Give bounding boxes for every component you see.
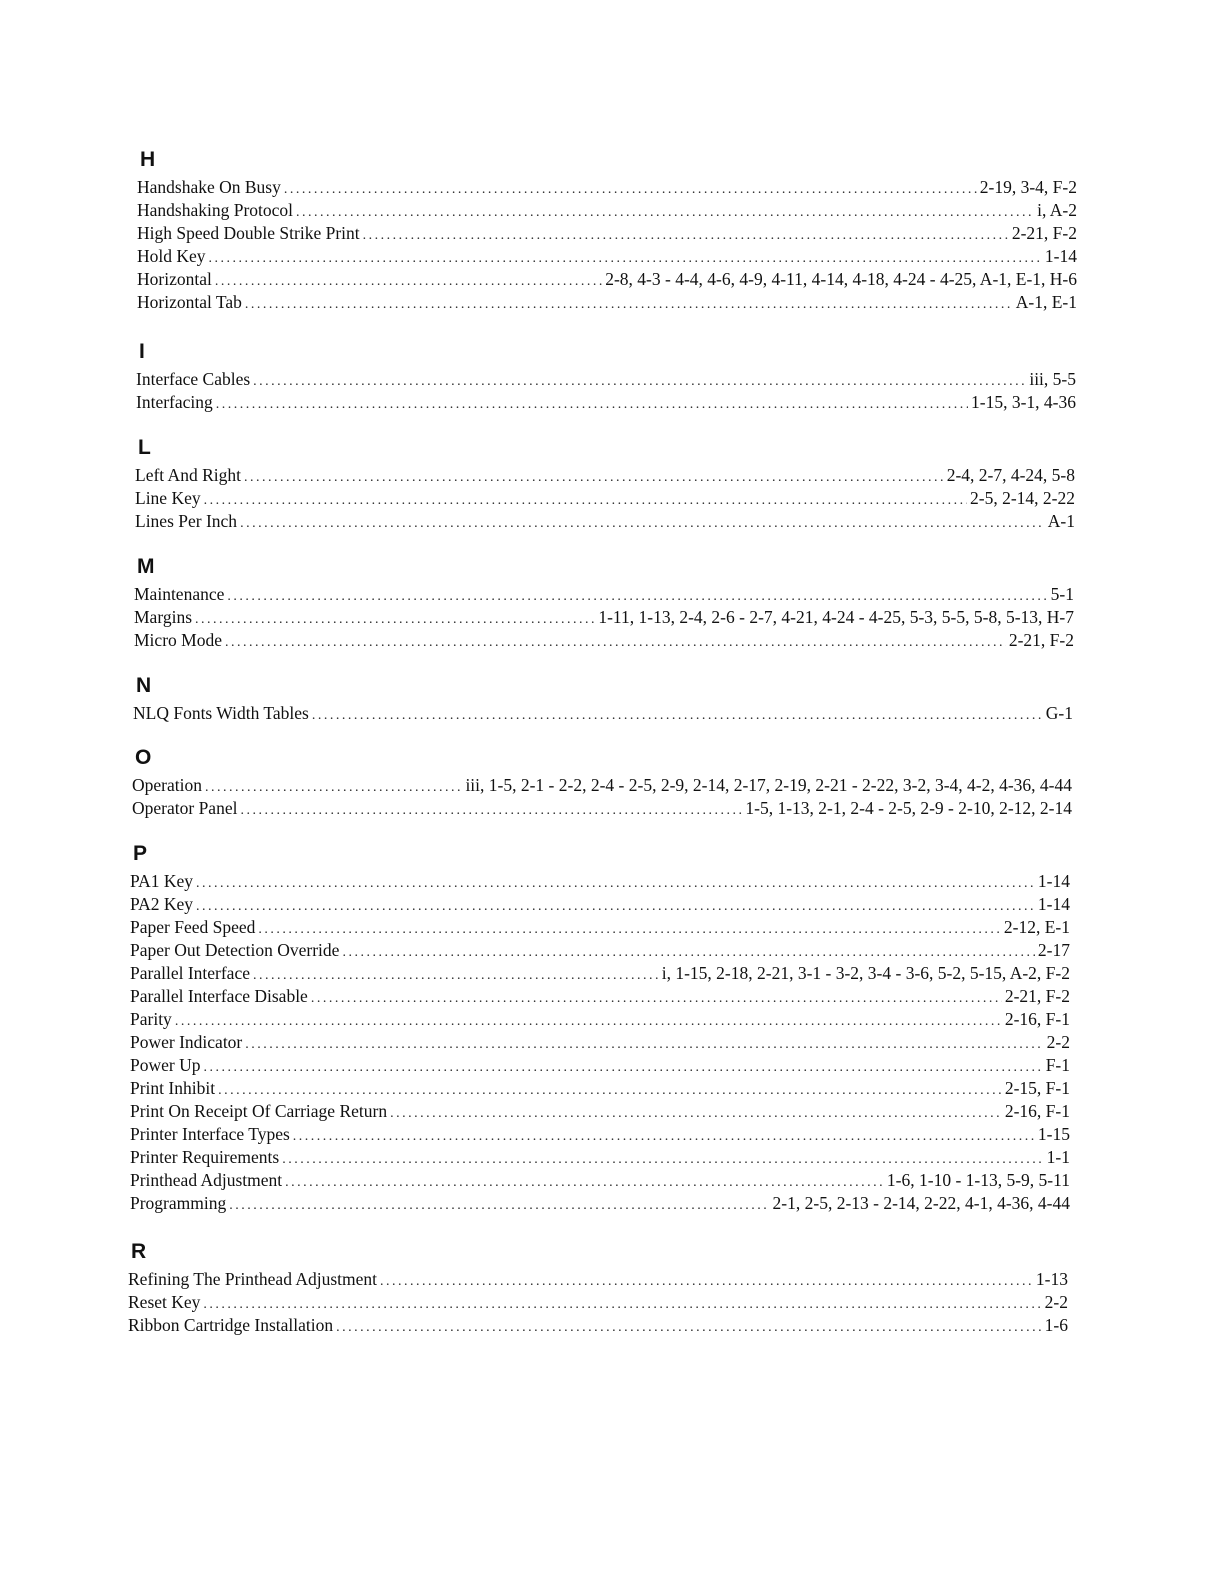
entry-pages: 1-13	[1035, 1269, 1068, 1289]
entry-term: Hold Key	[137, 246, 206, 266]
dot-leader	[284, 178, 977, 201]
index-entry	[130, 939, 1070, 962]
entry-term: Parity	[130, 1009, 172, 1029]
index-entry	[128, 1291, 1068, 1314]
dot-leader	[282, 1148, 1043, 1171]
entry-pages: 1-1	[1046, 1147, 1070, 1167]
index-entry	[130, 1146, 1070, 1169]
entry-term: PA2 Key	[130, 894, 194, 914]
entry-pages: 2-4, 2-7, 4-24, 5-8	[946, 465, 1075, 485]
index-section-i	[136, 340, 1076, 414]
entry-pages: 1-6, 1-10 - 1-13, 5-9, 5-11	[886, 1170, 1070, 1190]
index-entry	[130, 870, 1070, 893]
entry-pages: 2-16, F-1	[1004, 1101, 1070, 1121]
entry-term: Reset Key	[128, 1292, 201, 1312]
entry-term: Print Inhibit	[130, 1078, 216, 1098]
index-section-p	[130, 842, 1070, 1215]
entry-term: Parallel Interface	[130, 963, 250, 983]
entry-term: Paper Feed Speed	[130, 917, 256, 937]
index-entry	[130, 1031, 1070, 1054]
entry-term: Horizontal	[137, 269, 212, 289]
section-letter: R	[131, 1240, 147, 1263]
entry-pages: 2-16, F-1	[1004, 1009, 1070, 1029]
index-entry	[130, 962, 1070, 985]
index-entry	[136, 391, 1076, 414]
index-entry	[134, 606, 1074, 629]
dot-leader	[218, 1079, 1002, 1102]
section-letter: N	[136, 674, 152, 697]
index-entry	[137, 176, 1077, 199]
entry-term: Operator Panel	[132, 798, 238, 818]
dot-leader	[195, 608, 595, 631]
index-entry	[137, 291, 1077, 314]
entry-term: Left And Right	[135, 465, 241, 485]
dot-leader	[216, 393, 968, 416]
entry-term: Interface Cables	[136, 369, 251, 389]
entry-pages: 1-15	[1037, 1124, 1070, 1144]
index-entry	[130, 893, 1070, 916]
index-entry	[128, 1268, 1068, 1291]
dot-leader	[253, 964, 659, 987]
section-letter: I	[139, 340, 145, 363]
entry-term: Ribbon Cartridge Installation	[128, 1315, 334, 1335]
entry-pages: iii, 1-5, 2-1 - 2-2, 2-4 - 2-5, 2-9, 2-14, 2-17, 2-19, 2-21 - 2-22, 3-2, 3-4, 4-2, 4-36, 4-44	[465, 775, 1072, 795]
index-entry	[130, 916, 1070, 939]
dot-leader	[253, 370, 1026, 393]
dot-leader	[363, 224, 1009, 247]
entry-term: Lines Per Inch	[135, 511, 238, 531]
entry-pages: 2-8, 4-3 - 4-4, 4-6, 4-9, 4-11, 4-14, 4-18, 4-24 - 4-25, A-1, E-1, H-6	[605, 269, 1077, 289]
entry-term: Parallel Interface Disable	[130, 986, 308, 1006]
entry-pages: 2-15, F-1	[1004, 1078, 1070, 1098]
entry-pages: 5-1	[1050, 584, 1074, 604]
entry-pages: F-1	[1045, 1055, 1070, 1075]
entry-pages: i, A-2	[1037, 200, 1077, 220]
entry-term: Power Indicator	[130, 1032, 243, 1052]
entry-term: Line Key	[135, 488, 201, 508]
entry-term: Operation	[132, 775, 202, 795]
entry-pages: 1-11, 1-13, 2-4, 2-6 - 2-7, 4-21, 4-24 - 4-25, 5-3, 5-5, 5-8, 5-13, H-7	[598, 607, 1074, 627]
index-entry	[137, 268, 1077, 291]
entry-pages: 2-1, 2-5, 2-13 - 2-14, 2-22, 4-1, 4-36, 4-44	[772, 1193, 1070, 1213]
dot-leader	[245, 293, 1013, 316]
index-entry	[130, 985, 1070, 1008]
entry-pages: G-1	[1045, 703, 1073, 723]
entry-pages: 1-14	[1044, 246, 1077, 266]
dot-leader	[342, 941, 1034, 964]
dot-leader	[258, 918, 1001, 941]
entry-pages: 2-19, 3-4, F-2	[979, 177, 1077, 197]
entry-term: Maintenance	[134, 584, 225, 604]
entry-term: Micro Mode	[134, 630, 222, 650]
entry-term: Printer Interface Types	[130, 1124, 290, 1144]
entry-term: Handshaking Protocol	[137, 200, 294, 220]
dot-leader	[225, 631, 1006, 654]
index-entry	[136, 368, 1076, 391]
index-entry	[135, 487, 1075, 510]
entry-pages: 2-2	[1046, 1032, 1070, 1052]
dot-leader	[380, 1270, 1033, 1293]
index-section-n	[133, 674, 1073, 725]
index-entry	[130, 1100, 1070, 1123]
dot-leader	[196, 895, 1035, 918]
section-letter: P	[133, 842, 148, 865]
section-letter: H	[140, 148, 156, 171]
dot-leader	[175, 1010, 1002, 1033]
index-entry	[128, 1314, 1068, 1337]
dot-leader	[311, 987, 1002, 1010]
index-entry	[130, 1054, 1070, 1077]
dot-leader	[227, 585, 1047, 608]
dot-leader	[205, 776, 462, 799]
entry-pages: iii, 5-5	[1029, 369, 1076, 389]
dot-leader	[229, 1194, 769, 1217]
dot-leader	[240, 799, 742, 822]
index-entry	[135, 464, 1075, 487]
dot-leader	[336, 1316, 1042, 1339]
entry-pages: 1-14	[1037, 894, 1070, 914]
dot-leader	[245, 1033, 1043, 1056]
index-section-r	[128, 1240, 1068, 1337]
index-entry	[130, 1123, 1070, 1146]
entry-pages: 1-14	[1037, 871, 1070, 891]
entry-pages: A-1	[1047, 511, 1075, 531]
entry-term: Handshake On Busy	[137, 177, 281, 197]
section-letter: O	[135, 746, 152, 769]
entry-term: High Speed Double Strike Print	[137, 223, 360, 243]
dot-leader	[203, 1056, 1042, 1079]
index-section-h	[137, 148, 1077, 314]
section-letter: L	[138, 436, 151, 459]
entry-pages: 2-12, E-1	[1003, 917, 1070, 937]
entry-pages: 1-15, 3-1, 4-36	[971, 392, 1076, 412]
index-entry	[130, 1077, 1070, 1100]
index-entry	[130, 1169, 1070, 1192]
index-section-o	[132, 746, 1072, 820]
entry-pages: 2-21, F-2	[1008, 630, 1074, 650]
index-entry	[132, 797, 1072, 820]
entry-term: Margins	[134, 607, 193, 627]
dot-leader	[390, 1102, 1002, 1125]
entry-term: Interfacing	[136, 392, 213, 412]
entry-term: Printer Requirements	[130, 1147, 280, 1167]
dot-leader	[296, 201, 1034, 224]
dot-leader	[204, 489, 967, 512]
index-entry	[133, 702, 1073, 725]
index-entry	[130, 1008, 1070, 1031]
dot-leader	[240, 512, 1045, 535]
index-entry	[132, 774, 1072, 797]
section-letter: M	[137, 555, 155, 578]
entry-term: Printhead Adjustment	[130, 1170, 283, 1190]
entry-term: Paper Out Detection Override	[130, 940, 340, 960]
dot-leader	[196, 872, 1035, 895]
dot-leader	[244, 466, 944, 489]
entry-pages: 2-21, F-2	[1004, 986, 1070, 1006]
entry-pages: 2-17	[1037, 940, 1070, 960]
entry-pages: 2-2	[1044, 1292, 1068, 1312]
index-entry	[130, 1192, 1070, 1215]
entry-term: PA1 Key	[130, 871, 194, 891]
entry-term: Print On Receipt Of Carriage Return	[130, 1101, 388, 1121]
index-entry	[137, 245, 1077, 268]
dot-leader	[203, 1293, 1041, 1316]
dot-leader	[215, 270, 602, 293]
dot-leader	[312, 704, 1043, 727]
entry-term: Horizontal Tab	[137, 292, 242, 312]
entry-pages: 1-6	[1044, 1315, 1068, 1335]
entry-pages: i, 1-15, 2-18, 2-21, 3-1 - 3-2, 3-4 - 3-6, 5-2, 5-15, A-2, F-2	[661, 963, 1070, 983]
entry-pages: A-1, E-1	[1015, 292, 1077, 312]
index-entry	[134, 629, 1074, 652]
entry-term: Refining The Printhead Adjustment	[128, 1269, 378, 1289]
dot-leader	[293, 1125, 1035, 1148]
entry-term: Power Up	[130, 1055, 201, 1075]
index-entry	[137, 199, 1077, 222]
entry-term: Programming	[130, 1193, 227, 1213]
index-section-l	[135, 436, 1075, 533]
entry-pages: 2-5, 2-14, 2-22	[970, 488, 1075, 508]
index-section-m	[134, 555, 1074, 652]
entry-term: NLQ Fonts Width Tables	[133, 703, 309, 723]
index-entry	[137, 222, 1077, 245]
entry-pages: 2-21, F-2	[1011, 223, 1077, 243]
index-entry	[135, 510, 1075, 533]
index-entry	[134, 583, 1074, 606]
dot-leader	[285, 1171, 884, 1194]
dot-leader	[209, 247, 1042, 270]
entry-pages: 1-5, 1-13, 2-1, 2-4 - 2-5, 2-9 - 2-10, 2-12, 2-14	[745, 798, 1072, 818]
